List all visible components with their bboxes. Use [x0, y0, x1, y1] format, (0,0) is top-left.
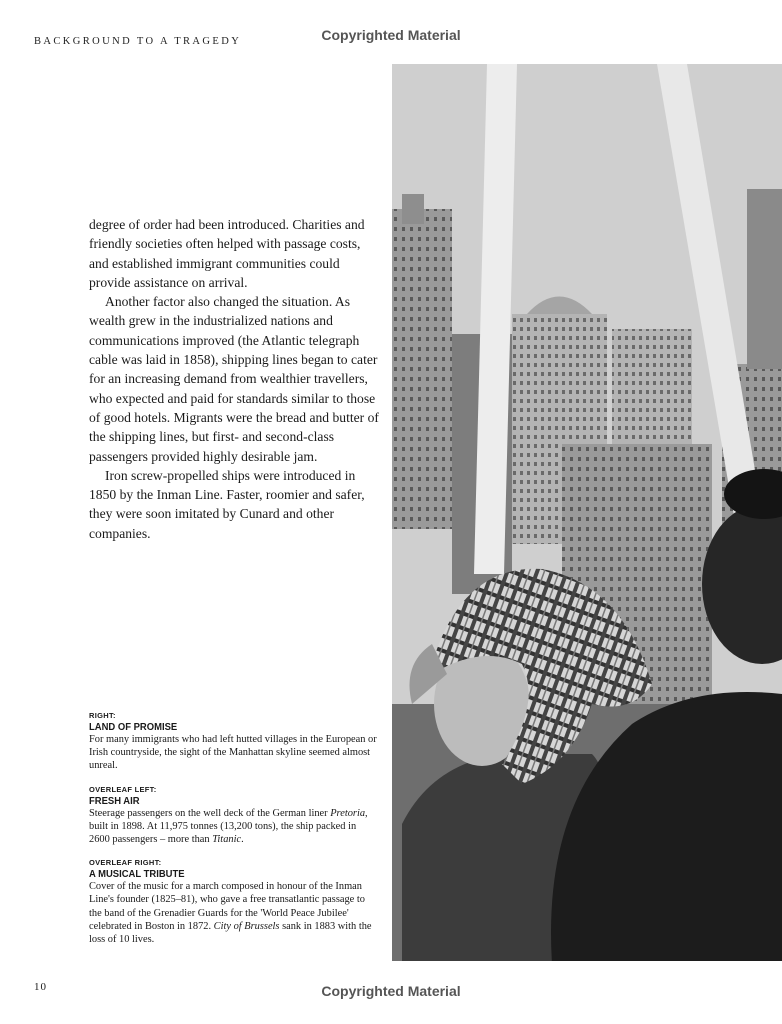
captions — [89, 711, 379, 958]
caption-kicker: RIGHT: — [89, 711, 116, 720]
caption-text-part: . — [241, 834, 244, 846]
ship-name-city-of-brussels: City of Brussels — [213, 920, 280, 932]
caption-text — [89, 880, 379, 946]
caption-text-part: sank in 1883 with the loss of 10 lives. — [89, 920, 372, 946]
body-paragraph: degree of order had been introduced. Charities and friendly societies often helped with passage costs, and established immigrant communities could provide assistance on arrival. — [89, 217, 365, 290]
caption-text-part: , built in 1898. At 11,975 tonnes (13,200 tons), the ship packed in 2600 passengers – more than — [89, 807, 368, 846]
caption-fresh-air — [89, 785, 379, 847]
ship-name-pretoria: Pretoria — [330, 807, 366, 819]
photo-immigrants-manhattan-skyline — [392, 64, 782, 961]
body-text — [89, 215, 379, 543]
caption-text-part: Cover of the music for a march composed in honour of the Inman Line's founder (1825–81), who gave a free transatlantic passage to the band of the Grenadier Guards for the 'World Peace Jubilee' celebrated in Boston in 1872. — [89, 881, 365, 932]
body-paragraph: Another factor also changed the situation. As wealth grew in the industrialized nations and communications improved (the Atlantic telegraph cable was laid in 1858), shipping lines began to cater for an increasing demand from wealthier travellers, who expected and paid for standards similar to those of good hotels. Migrants were the bread and butter of the shipping lines, but first- and second-class passengers provided highly desirable jam. — [89, 294, 379, 464]
caption-land-of-promise — [89, 711, 379, 773]
caption-kicker: OVERLEAF RIGHT: — [89, 858, 162, 868]
caption-text — [89, 807, 379, 847]
caption-title: A MUSICAL TRIBUTE — [89, 868, 185, 881]
caption-title: LAND OF PROMISE — [89, 721, 178, 733]
caption-text-part: Steerage passengers on the well deck of the German liner — [89, 807, 331, 819]
caption-kicker: OVERLEAF LEFT: — [89, 784, 157, 794]
caption-musical-tribute — [89, 858, 379, 946]
body-paragraph: Iron screw-propelled ships were introduced in 1850 by the Inman Line. Faster, roomier and safer, they were soon imitated by Cunard and other companies. — [89, 467, 365, 541]
caption-title: FRESH AIR — [89, 794, 140, 807]
caption-text: For many immigrants who had left hutted villages in the European or Irish countryside, the sight of the Manhattan skyline seemed almost unreal. — [89, 734, 377, 772]
page-number: 10 — [34, 981, 47, 993]
watermark-top: Copyrighted Material — [321, 27, 461, 43]
watermark-bottom: Copyrighted Material — [321, 983, 461, 999]
ship-name-titanic: Titanic — [212, 834, 242, 846]
running-head: BACKGROUND TO A TRAGEDY — [34, 36, 242, 47]
